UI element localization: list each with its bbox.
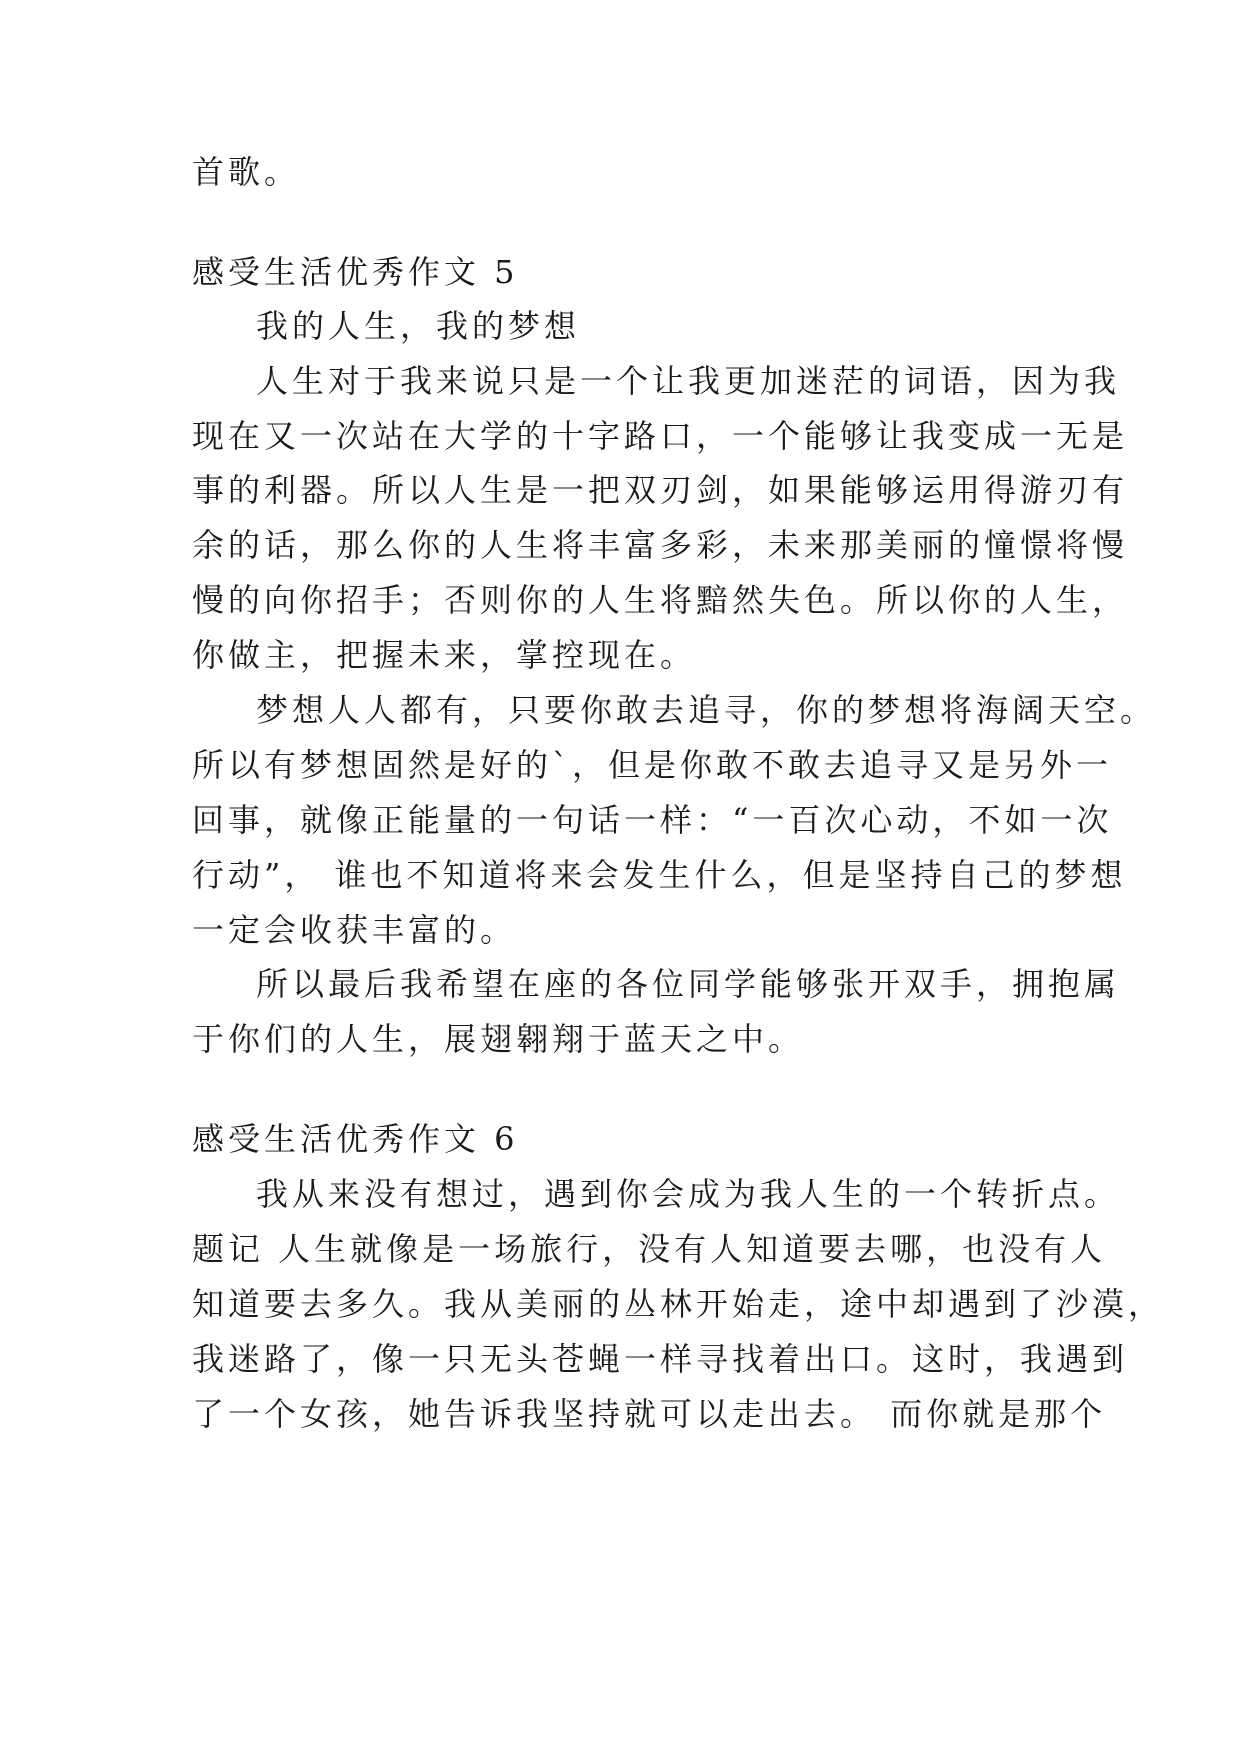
text-line: 事的利器。所以人生是一把双刃剑，如果能够运用得游刃有 bbox=[192, 471, 1129, 509]
text-line: 题记 人生就像是一场旅行，没有人知道要去哪，也没有人 bbox=[192, 1230, 1107, 1268]
text-line: 我迷路了，像一只无头苍蝇一样寻找着出口。这时，我遇到 bbox=[192, 1340, 1129, 1378]
text-line: 余的话，那么你的人生将丰富多彩，未来那美丽的憧憬将慢 bbox=[192, 526, 1129, 564]
text-line: 一定会收获丰富的。 bbox=[192, 911, 517, 949]
text-line: 回事，就像正能量的一句话一样：“一百次心动，不如一次 bbox=[192, 801, 1113, 839]
text-line: 人生对于我来说只是一个让我更加迷茫的词语，因为我 bbox=[256, 362, 1121, 400]
paragraph-fragment: 首歌。 bbox=[192, 153, 301, 191]
text-line: 所以有梦想固然是好的`，但是你敢不敢去追寻又是另外一 bbox=[192, 746, 1113, 784]
section-heading: 感受生活优秀作文 5 bbox=[192, 253, 519, 291]
text-line: 你做主，把握未来，掌控现在。 bbox=[192, 636, 697, 674]
text-line: 现在又一次站在大学的十字路口，一个能够让我变成一无是 bbox=[192, 417, 1129, 455]
text-line: 梦想人人都有，只要你敢去追寻，你的梦想将海阔天空。 bbox=[256, 691, 1157, 729]
text-line: 知道要去多久。我从美丽的丛林开始走，途中却遇到了沙漠， bbox=[192, 1285, 1165, 1323]
essay-subtitle: 我的人生，我的梦想 bbox=[256, 307, 581, 345]
text-line: 所以最后我希望在座的各位同学能够张开双手，拥抱属 bbox=[256, 965, 1121, 1003]
text-line: 慢的向你招手；否则你的人生将黯然失色。所以你的人生， bbox=[192, 581, 1129, 619]
section-heading: 感受生活优秀作文 6 bbox=[192, 1120, 519, 1158]
text-line: 行动”， 谁也不知道将来会发生什么，但是坚持自己的梦想 bbox=[192, 856, 1127, 894]
text-line: 于你们的人生，展翅翱翔于蓝天之中。 bbox=[192, 1020, 805, 1058]
text-line: 了一个女孩，她告诉我坚持就可以走出去。 而你就是那个 bbox=[192, 1395, 1107, 1433]
text-line: 我从来没有想过，遇到你会成为我人生的一个转折点。 bbox=[256, 1175, 1121, 1213]
